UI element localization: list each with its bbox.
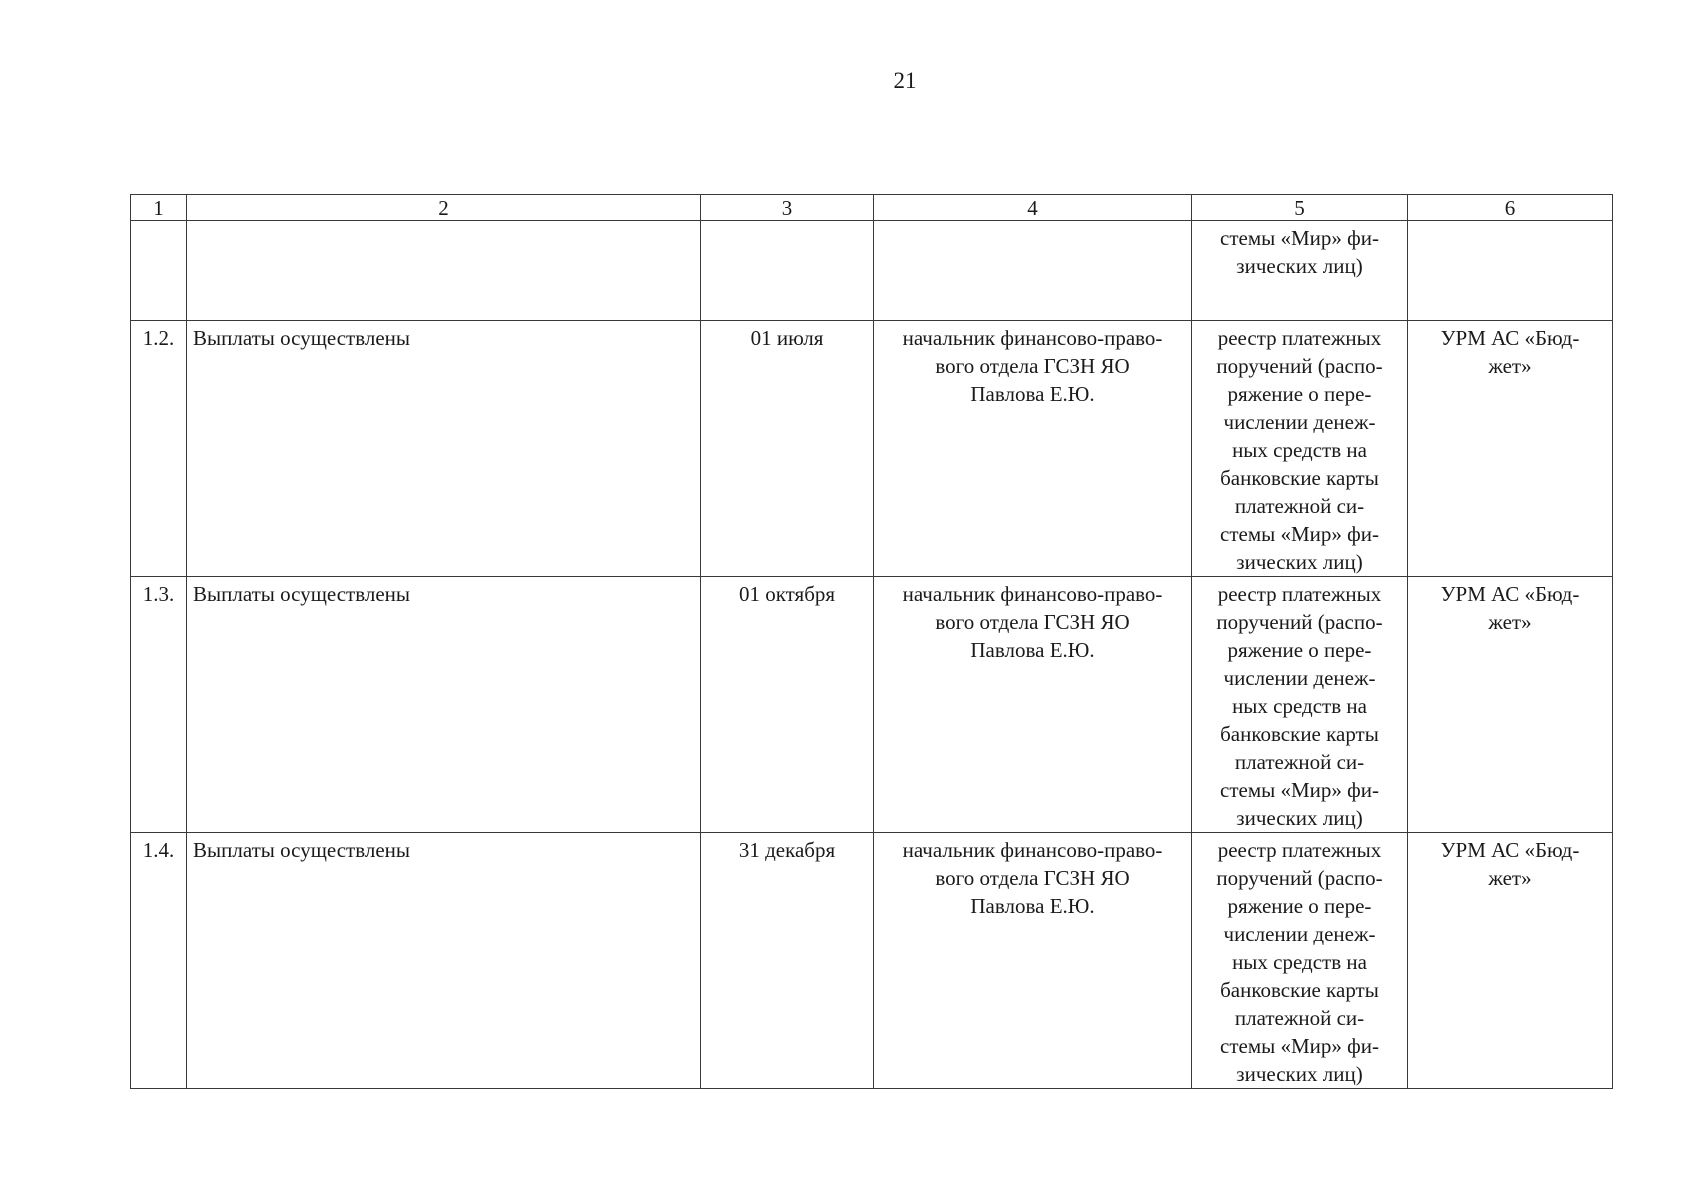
- table-row-continuation: [131, 221, 1613, 321]
- cell-responsible: [874, 221, 1192, 321]
- cell-system: УРМ АС «Бюд- жет»: [1408, 833, 1613, 1089]
- column-header-6: 6: [1408, 195, 1613, 221]
- cell-responsible: начальник финансово-право- вого отдела ГСЗН ЯО Павлова Е.Ю.: [874, 321, 1192, 577]
- table-row: [131, 833, 1613, 1089]
- cell-responsible: начальник финансово-право- вого отдела ГСЗН ЯО Павлова Е.Ю.: [874, 833, 1192, 1089]
- cell-result: [187, 221, 701, 321]
- table-row: [131, 321, 1613, 577]
- table-row: [131, 577, 1613, 833]
- cell-result: Выплаты осуществлены: [187, 321, 701, 577]
- cell-date: [701, 221, 874, 321]
- schedule-table: [130, 194, 1613, 1089]
- cell-date: 01 октября: [701, 577, 874, 833]
- cell-result: Выплаты осуществлены: [187, 833, 701, 1089]
- cell-document: реестр платежных поручений (распо- ряжение о пере- числении денеж- ных средств на банковские карты платежной си- стемы «Мир» фи- зических лиц): [1192, 833, 1408, 1089]
- cell-date: 31 декабря: [701, 833, 874, 1089]
- cell-system: УРМ АС «Бюд- жет»: [1408, 577, 1613, 833]
- column-header-1: 1: [131, 195, 187, 221]
- cell-document: реестр платежных поручений (распо- ряжение о пере- числении денеж- ных средств на банковские карты платежной си- стемы «Мир» фи- зических лиц): [1192, 577, 1408, 833]
- cell-number: 1.3.: [131, 577, 187, 833]
- cell-number: 1.4.: [131, 833, 187, 1089]
- cell-system: УРМ АС «Бюд- жет»: [1408, 321, 1613, 577]
- cell-document: стемы «Мир» фи- зических лиц): [1192, 221, 1408, 321]
- column-header-2: 2: [187, 195, 701, 221]
- page-number: 21: [893, 68, 917, 93]
- column-header-4: 4: [874, 195, 1192, 221]
- cell-responsible: начальник финансово-право- вого отдела ГСЗН ЯО Павлова Е.Ю.: [874, 577, 1192, 833]
- cell-result: Выплаты осуществлены: [187, 577, 701, 833]
- table-header-row: [131, 195, 1613, 221]
- cell-date: 01 июля: [701, 321, 874, 577]
- column-header-3: 3: [701, 195, 874, 221]
- cell-document: реестр платежных поручений (распо- ряжение о пере- числении денеж- ных средств на банковские карты платежной си- стемы «Мир» фи- зических лиц): [1192, 321, 1408, 577]
- column-header-5: 5: [1192, 195, 1408, 221]
- cell-system: [1408, 221, 1613, 321]
- cell-number: [131, 221, 187, 321]
- cell-number: 1.2.: [131, 321, 187, 577]
